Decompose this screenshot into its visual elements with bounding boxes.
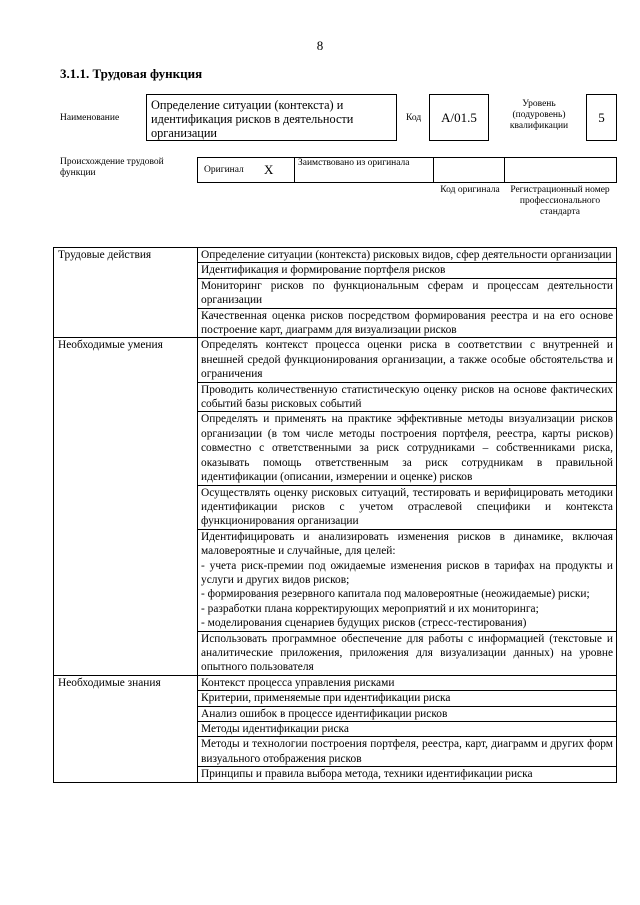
table-cell	[198, 529, 617, 631]
borrowed-label: Заимствовано из оригинала	[298, 158, 410, 168]
level-label: Уровень (подуровень) квалификации	[509, 99, 569, 131]
item-intro: Идентифицировать и анализировать изменения рисков в динамике, включая маловероятные и случайные, для целей:	[201, 530, 613, 558]
divider	[433, 157, 434, 183]
name-value: Определение ситуации (контекста) и идентификация рисков в деятельности организации	[146, 94, 397, 141]
table-cell: Использовать программное обеспечение для работы с информацией (текстовые и аналитические приложения, приложения для визуализации данных) на уровне опытного пользователя	[198, 631, 617, 675]
table-row	[54, 675, 617, 690]
category-cell: Трудовые действия	[54, 248, 198, 338]
divider	[504, 157, 505, 183]
table-cell: Проводить количественную статистическую оценку рисков на основе фактических событий базы рисковых событий	[198, 382, 617, 412]
table-row	[54, 338, 617, 382]
reg-number-caption: Регистрационный номер профессионального стандарта	[510, 185, 610, 217]
page-number: 8	[316, 38, 324, 53]
table-cell: Определять и применять на практике эффективные методы визуализации рисков организации (в том числе методы построения портфеля, реестра, карты рисков) совместно с ответственными за риск сотрудниками – собственниками риска, оказывать помощь ответственным за риск сотрудникам в правильной идентификации (описании, измерении и оценке) рисков	[198, 412, 617, 485]
table-cell: Определение ситуации (контекста) рисковых видов, сфер деятельности организации	[198, 248, 617, 263]
bullet-item: - разработки плана корректирующих мероприятий и их мониторинга;	[201, 602, 539, 615]
table-cell: Осуществлять оценку рисковых ситуаций, тестировать и верифицировать методики идентификации рисков с учетом отраслевой специфики и контекста функционирования организации	[198, 485, 617, 529]
code-label: Код	[406, 113, 422, 123]
category-cell: Необходимые умения	[54, 338, 198, 675]
table-cell: Определять контекст процесса оценки риска в соответствии с внутренней и внешней средой функционирования организации, а также особые обстоятельства и ограничения	[198, 338, 617, 382]
section-title: 3.1.1. Трудовая функция	[60, 66, 203, 81]
original-label: Оригинал	[204, 165, 244, 175]
bullet-item: - моделирования сценариев будущих рисков (стресс-тестирования)	[201, 617, 527, 630]
table-cell: Мониторинг рисков по функциональным сферам и процессам деятельности организации	[198, 278, 617, 308]
table-cell: Методы идентификации риска	[198, 722, 617, 737]
function-table	[53, 247, 617, 783]
table-cell: Методы и технологии построения портфеля, реестра, карт, диаграмм и других форм визуального отображения рисков	[198, 737, 617, 767]
code-value: А/01.5	[429, 94, 489, 141]
name-label: Наименование	[60, 113, 120, 123]
table-cell: Анализ ошибок в процессе идентификации рисков	[198, 706, 617, 721]
table-cell: Качественная оценка рисков посредством формирования реестра и на его основе построение карт, диаграмм для визуализации рисков	[198, 308, 617, 338]
table-cell: Контекст процесса управления рисками	[198, 675, 617, 690]
category-cell: Необходимые знания	[54, 675, 198, 782]
bullet-item: - учета риск-премии под ожидаемые изменения рисков в тарифах на продукты и услуги и других видов рисков;	[201, 559, 613, 586]
table-cell: Принципы и правила выбора метода, техники идентификации риска	[198, 767, 617, 782]
level-value: 5	[586, 94, 617, 141]
table-cell: Критерии, применяемые при идентификации риска	[198, 691, 617, 706]
original-mark: Х	[264, 162, 274, 177]
bullet-item: - формирования резервного капитала под маловероятные (неожидаемые) риски;	[201, 588, 590, 601]
origin-table	[197, 157, 617, 183]
table-cell: Идентификация и формирование портфеля рисков	[198, 263, 617, 278]
table-row	[54, 248, 617, 263]
origin-label: Происхождение трудовой функции	[60, 157, 164, 178]
divider	[294, 157, 295, 183]
origin-code-caption: Код оригинала	[440, 185, 500, 195]
